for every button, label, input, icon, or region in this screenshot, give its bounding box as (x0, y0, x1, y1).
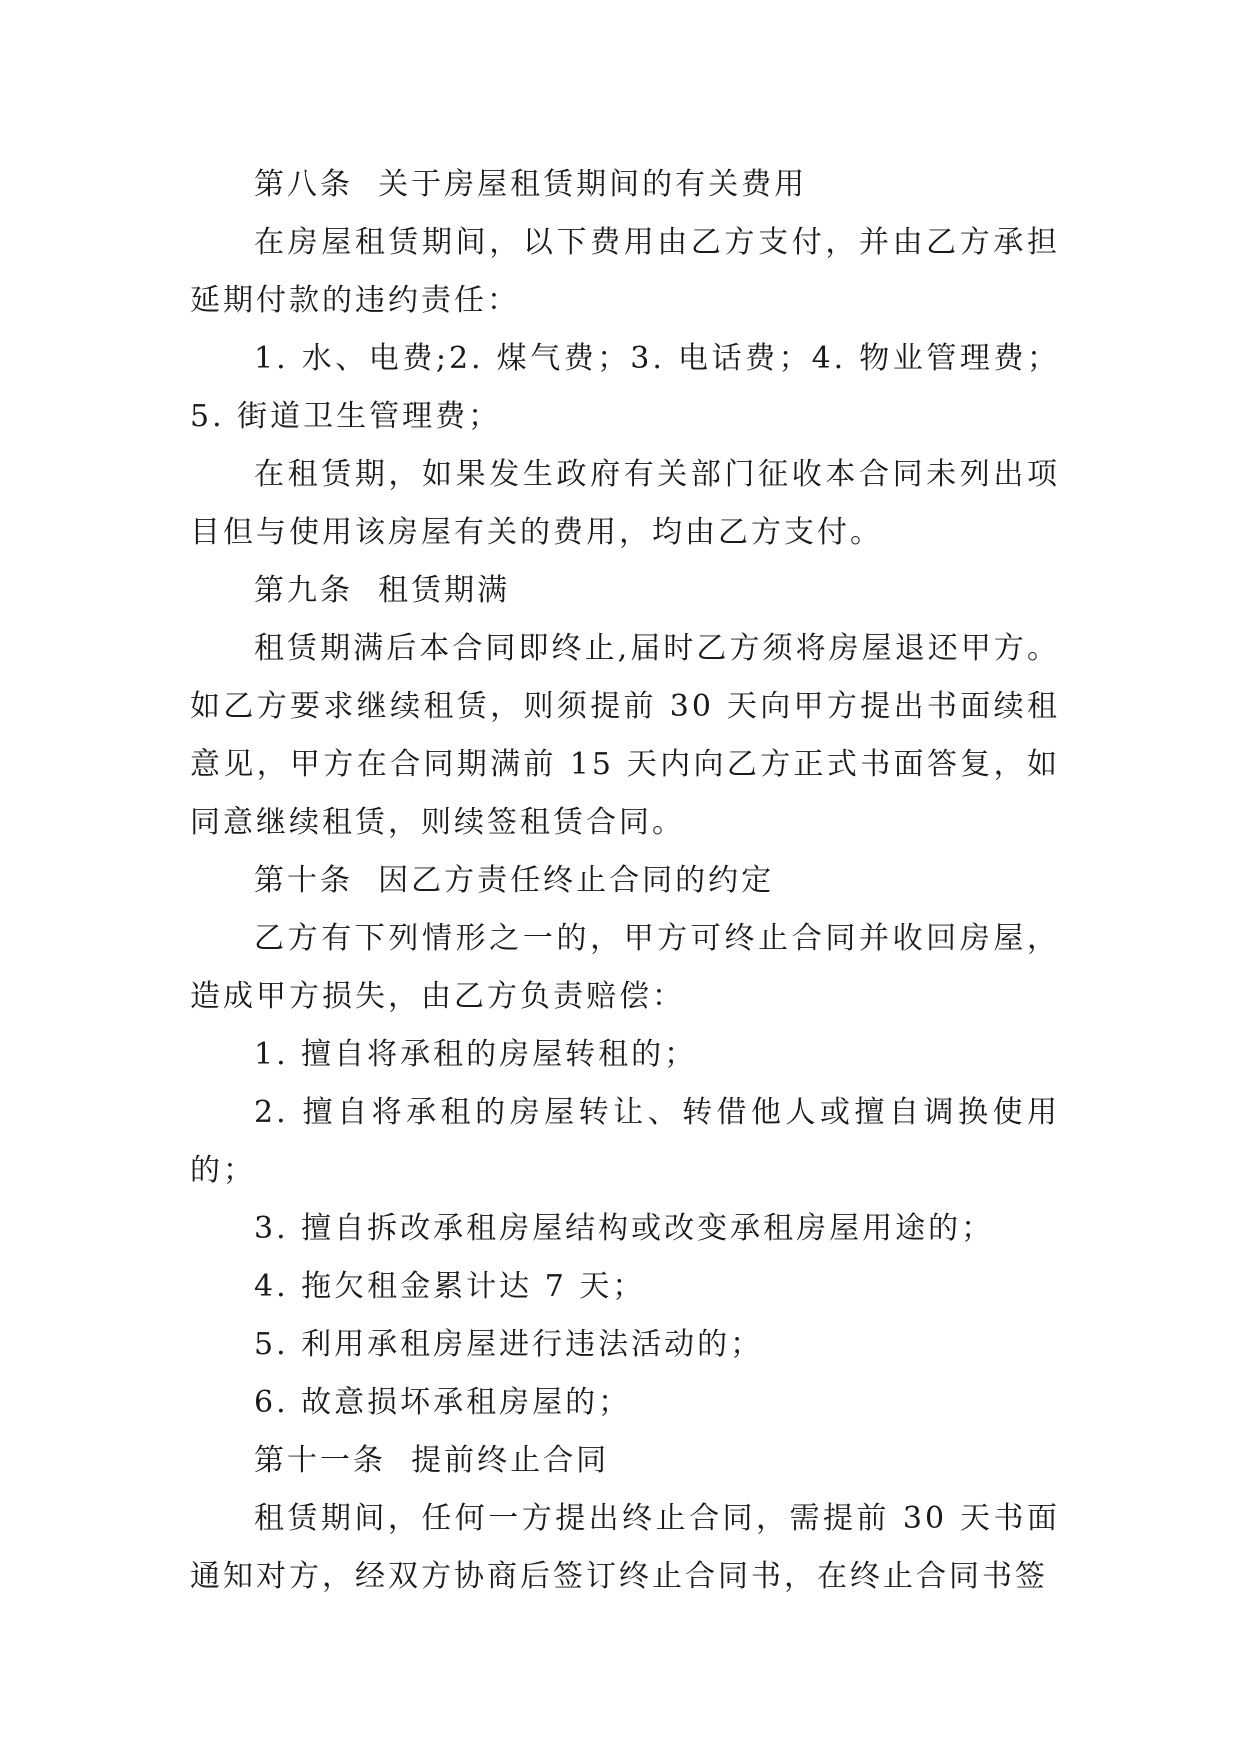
article-10-heading: 第十条 因乙方责任终止合同的约定 (254, 863, 775, 898)
article-9-paragraph-1: 租赁期满后本合同即终止,届时乙方须将房屋退还甲方。如乙方要求继续租赁，则须提前 30 天向甲方提出书面续租意见，甲方在合同期满前 15 天内向乙方正式书面答复，如同意继续租赁，则续签租赁合同。 (190, 631, 1060, 840)
article-11-paragraph-1: 租赁期间，任何一方提出终止合同，需提前 30 天书面通知对方，经双方协商后签订终止合同书，在终止合同书签 (190, 1501, 1060, 1594)
article-8-paragraph-3: 在租赁期，如果发生政府有关部门征收本合同未列出项目但与使用该房屋有关的费用，均由乙方支付。 (190, 457, 1060, 550)
article-10-item-6: 6. 故意损坏承租房屋的； (254, 1385, 632, 1420)
article-10-item-4: 4. 拖欠租金累计达 7 天； (254, 1269, 646, 1304)
article-10-item-3: 3. 擅自拆改承租房屋结构或改变承租房屋用途的； (254, 1211, 995, 1246)
article-9-heading: 第九条 租赁期满 (254, 573, 511, 608)
article-10-item-5: 5. 利用承租房屋进行违法活动的； (254, 1327, 764, 1362)
document-body (190, 156, 1060, 1606)
article-11-heading: 第十一条 提前终止合同 (254, 1443, 610, 1478)
article-10-item-1: 1. 擅自将承租的房屋转租的； (254, 1037, 698, 1072)
article-10-item-2: 2. 擅自将承租的房屋转让、转借他人或擅自调换使用的； (190, 1095, 1060, 1188)
article-8-paragraph-1: 在房屋租赁期间，以下费用由乙方支付，并由乙方承担延期付款的违约责任： (190, 225, 1060, 318)
article-8-heading: 第八条 关于房屋租赁期间的有关费用 (254, 167, 808, 202)
article-8-fee-list: 1. 水、电费;2. 煤气费；3. 电话费；4. 物业管理费；5. 街道卫生管理费； (190, 341, 1060, 434)
article-10-paragraph-1: 乙方有下列情形之一的，甲方可终止合同并收回房屋，造成甲方损失，由乙方负责赔偿： (190, 921, 1060, 1014)
